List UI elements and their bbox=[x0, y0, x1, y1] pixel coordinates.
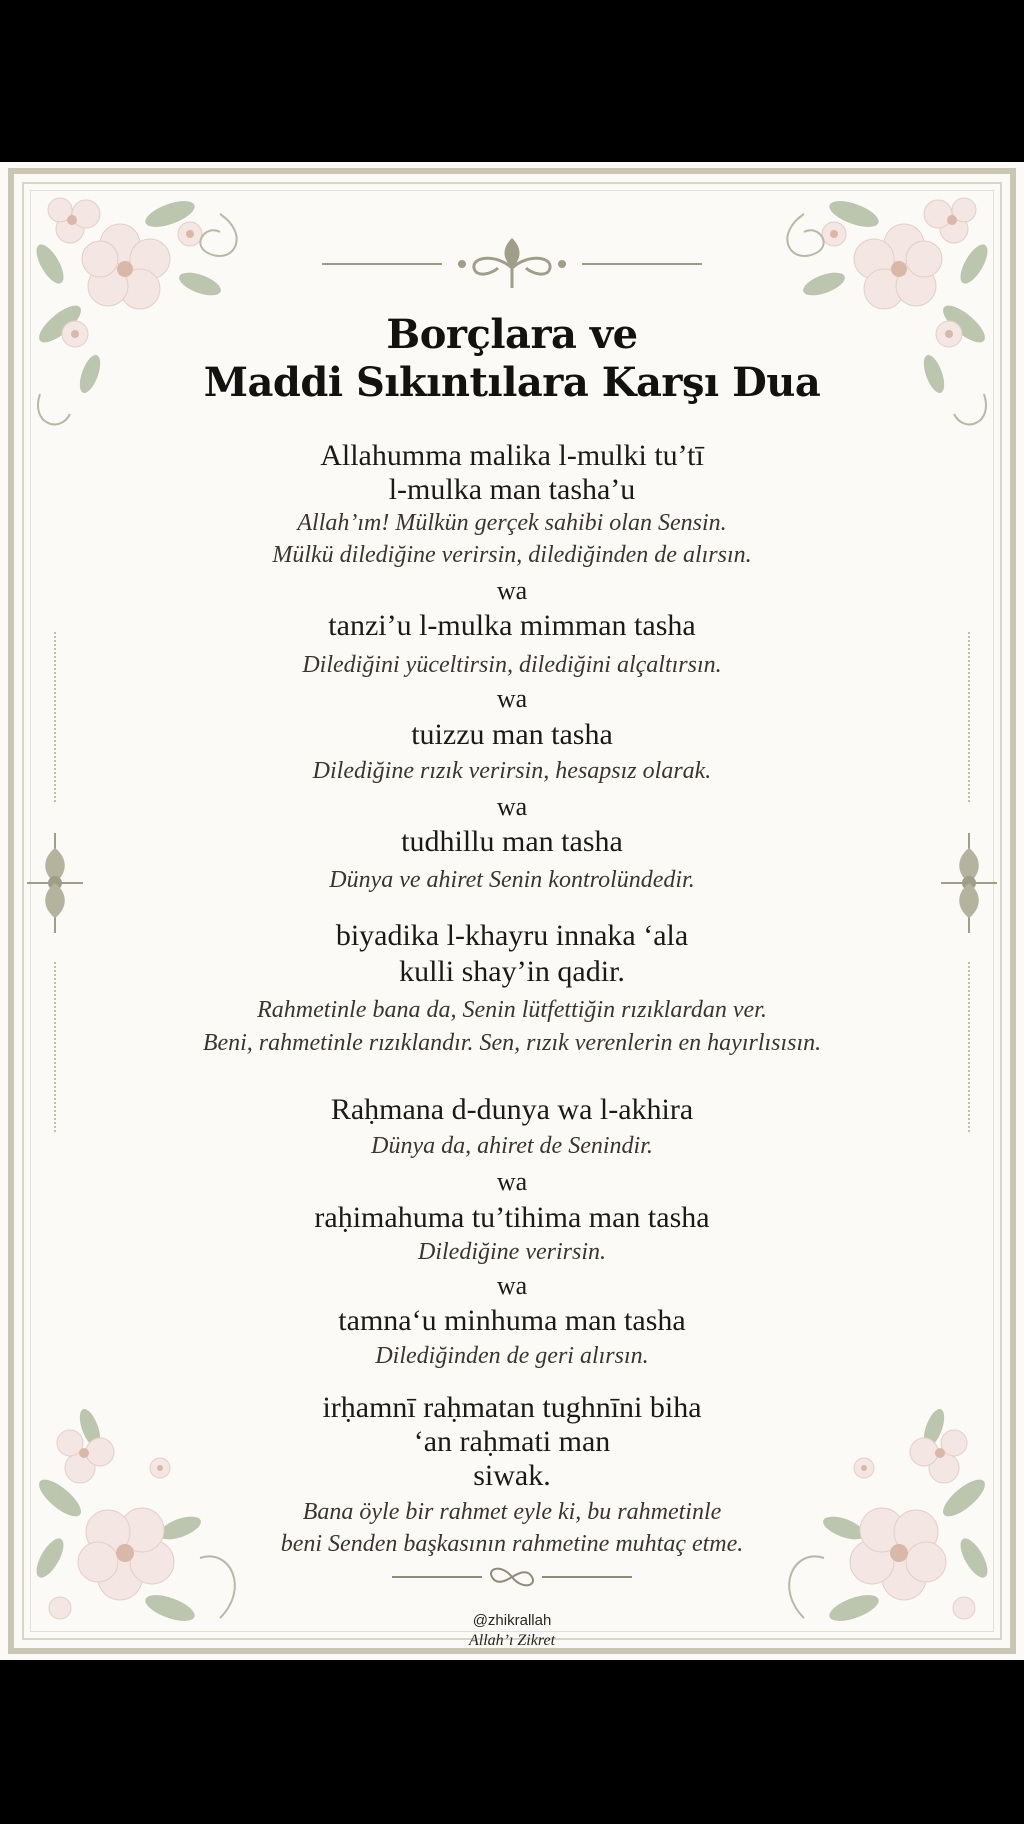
prayer-card bbox=[0, 162, 1024, 1660]
verse-line: tudhillu man tasha bbox=[401, 825, 623, 858]
translation-line: Beni, rahmetinle rızıklandır. Sen, rızık verenlerin en hayırlısısın. bbox=[202, 1030, 822, 1056]
verse-line: Allahumma malika l-mulki tu’tī bbox=[320, 439, 704, 472]
translation-line: Dilediğinden de geri alırsın. bbox=[375, 1343, 649, 1369]
connector-wa: wa bbox=[496, 1271, 528, 1300]
prayer-content bbox=[0, 162, 1024, 1660]
verse-line: raḥimahuma tu’tihima man tasha bbox=[314, 1201, 710, 1234]
verse-line: kulli shay’in qadir. bbox=[399, 955, 625, 988]
translation-line: Dilediğine rızık verirsin, hesapsız olarak. bbox=[312, 758, 712, 784]
title-line-2: Maddi Sıkıntılara Karşı Dua bbox=[203, 359, 821, 406]
verse-line: tanzi’u l-mulka mimman tasha bbox=[328, 609, 696, 642]
verse-line: irḥamnī raḥmatan tughnīni biha bbox=[322, 1391, 702, 1424]
translation-line: Dünya da, ahiret de Senindir. bbox=[371, 1133, 653, 1159]
verse-line: ‘an raḥmati man bbox=[413, 1425, 611, 1458]
translation-line: Bana öyle bir rahmet eyle ki, bu rahmetinle bbox=[302, 1499, 722, 1525]
verse-line: l-mulka man tasha’u bbox=[388, 473, 636, 506]
title-line-1: Borçlara ve bbox=[386, 311, 638, 358]
connector-wa: wa bbox=[496, 576, 528, 605]
translation-line: Mülkü dilediğine verirsin, dilediğinden de alırsın. bbox=[272, 542, 752, 568]
translation-line: beni Senden başkasının rahmetine muhtaç etme. bbox=[280, 1531, 744, 1557]
translation-line: Dünya ve ahiret Senin kontrolündedir. bbox=[329, 867, 695, 893]
verse-line: biyadika l-khayru innaka ‘ala bbox=[335, 919, 689, 952]
translation-line: Allah’ım! Mülkün gerçek sahibi olan Sensin. bbox=[297, 510, 727, 536]
verse-line: tuizzu man tasha bbox=[411, 718, 613, 751]
verse-line: tamna‘u minhuma man tasha bbox=[338, 1304, 686, 1337]
translation-line: Dilediğini yüceltirsin, dilediğini alçaltırsın. bbox=[302, 652, 722, 678]
author-subtitle: Allah’ı Zikret bbox=[468, 1632, 556, 1649]
connector-wa: wa bbox=[496, 1167, 528, 1196]
connector-wa: wa bbox=[496, 684, 528, 713]
verse-line: siwak. bbox=[473, 1459, 551, 1492]
connector-wa: wa bbox=[496, 792, 528, 821]
translation-line: Dilediğine verirsin. bbox=[418, 1239, 606, 1265]
translation-line: Rahmetinle bana da, Senin lütfettiğin rızıklardan ver. bbox=[257, 997, 767, 1023]
verse-line: Raḥmana d-dunya wa l-akhira bbox=[330, 1093, 694, 1126]
author-handle: @zhikrallah bbox=[472, 1612, 552, 1629]
